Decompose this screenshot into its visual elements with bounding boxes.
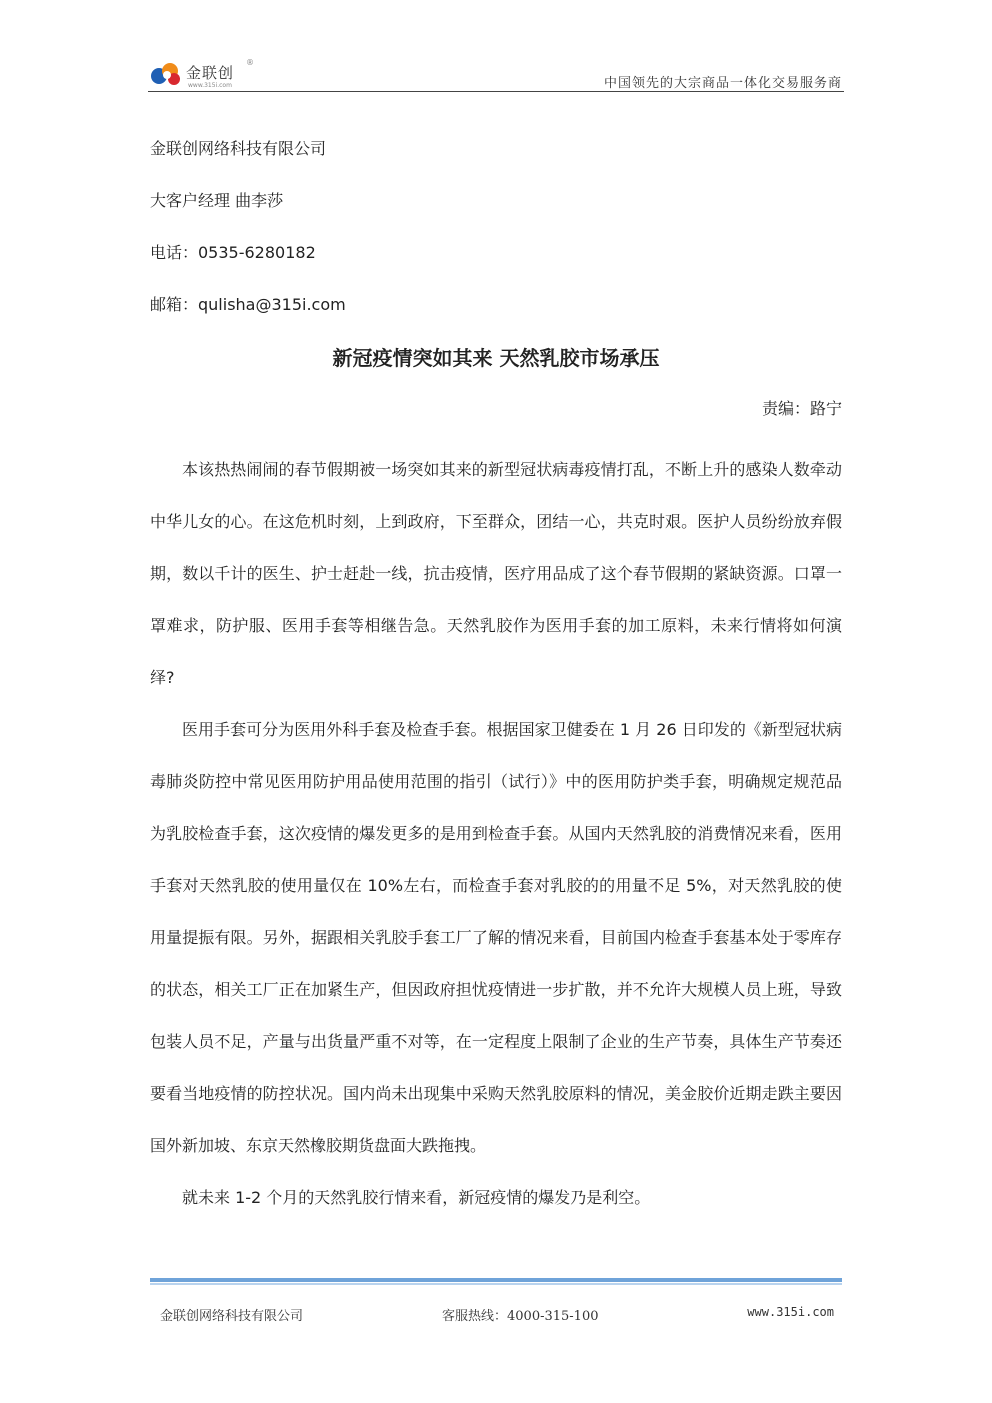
contact-manager: 大客户经理 曲李莎	[150, 191, 284, 210]
header-slogan: 中国领先的大宗商品一体化交易服务商	[603, 76, 842, 91]
article-editor: 责编：路宁	[761, 399, 842, 418]
logo-url: www.315i.com	[188, 82, 232, 89]
article-paragraph: 本该热热闹闹的春节假期被一场突如其来的新型冠状病毒疫情打乱，不断上升的感染人数牵动中华儿女的心。在这危机时刻，上到政府，下至群众，团结一心，共克时艰。医护人员纷纷放弃假期，数以千计的医生、护士赶赴一线，抗击疫情，医疗用品成了这个春节假期的紧缺资源。口罩一罩难求，防护服、医用手套等相继告急。天然乳胶作为医用手套的加工原料，未来行情将如何演绎?	[150, 460, 842, 687]
contact-phone: 电话：0535-6280182	[150, 243, 316, 262]
footer-divider-primary	[150, 1278, 842, 1282]
logo-text: 金联创	[186, 64, 235, 82]
page-header	[148, 52, 844, 92]
footer-divider	[150, 1278, 842, 1286]
contact-email: 邮箱：qulisha@315i.com	[150, 295, 346, 314]
company-logo	[150, 58, 260, 94]
article-paragraph: 就未来 1-2 个月的天然乳胶行情来看，新冠疫情的爆发乃是利空。	[182, 1188, 651, 1207]
footer-divider-secondary	[150, 1283, 842, 1285]
registered-mark: ®	[246, 58, 254, 67]
footer-website: www.315i.com	[747, 1305, 834, 1319]
page-footer	[150, 1305, 842, 1325]
logo-icon	[150, 60, 182, 88]
article-paragraph: 医用手套可分为医用外科手套及检查手套。根据国家卫健委在 1 月 26 日印发的《新型冠状病毒肺炎防控中常见医用防护用品使用范围的指引（试行）》中的医用防护类手套，明确规定规范品为乳胶检查手套，这次疫情的爆发更多的是用到检查手套。从国内天然乳胶的消费情况来看，医用手套对天然乳胶的使用量仅在 10%左右，而检查手套对乳胶的的用量不足 5%，对天然乳胶的使用量提振有限。另外，据跟相关乳胶手套工厂了解的情况来看，目前国内检查手套基本处于零库存的状态，相关工厂正在加紧生产，但因政府担忧疫情进一步扩散，并不允许大规模人员上班，导致包装人员不足，产量与出货量严重不对等，在一定程度上限制了企业的生产节奏，具体生产节奏还要看当地疫情的防控状况。国内尚未出现集中采购天然乳胶原料的情况，美金胶价近期走跌主要因国外新加坡、东京天然橡胶期货盘面大跌拖拽。	[150, 720, 842, 1155]
article-title: 新冠疫情突如其来 天然乳胶市场承压	[332, 346, 660, 370]
footer-company: 金联创网络科技有限公司	[160, 1309, 304, 1324]
header-divider	[148, 91, 844, 92]
contact-company: 金联创网络科技有限公司	[150, 139, 327, 158]
footer-hotline: 客服热线：4000-315-100	[442, 1309, 599, 1324]
article-body	[150, 444, 842, 1224]
